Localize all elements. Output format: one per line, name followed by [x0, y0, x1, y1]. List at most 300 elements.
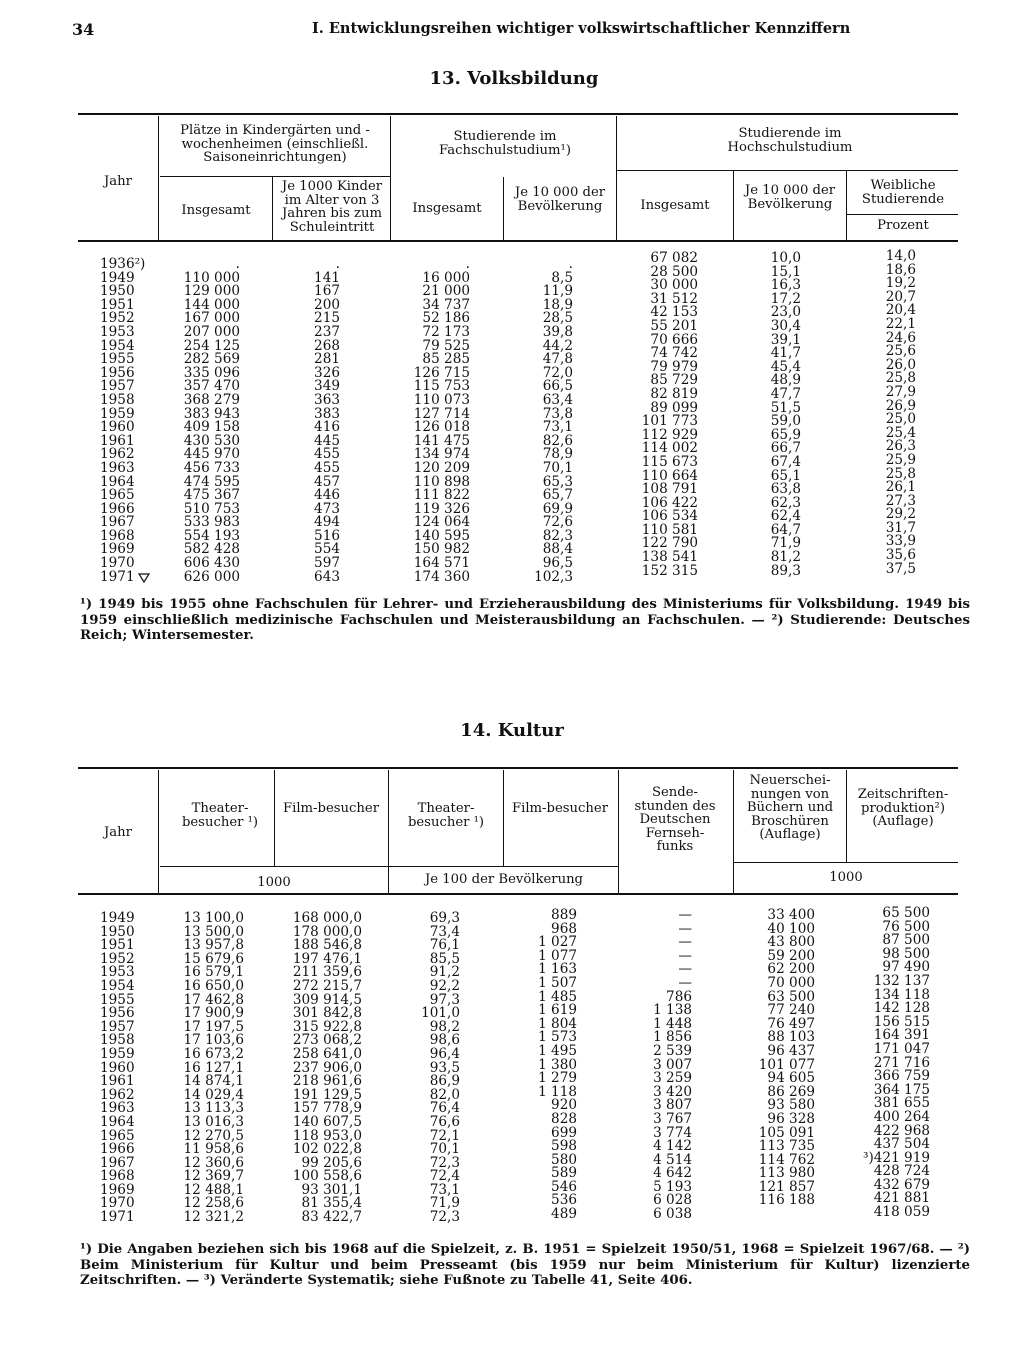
table-cell: 437 504 — [873, 1136, 930, 1153]
t14-unit-per100: Je 100 der Bevölkerung — [424, 872, 584, 887]
table-cell: 546 — [551, 1178, 577, 1195]
table-cell: 65 500 — [882, 905, 930, 921]
table-cell: 83 422,7 — [301, 1209, 362, 1226]
table-cell: 1956 — [100, 364, 135, 381]
table-cell: 215 — [314, 310, 340, 327]
table-cell: 87 500 — [882, 932, 930, 949]
table-cell: 1953 — [100, 323, 135, 340]
table-cell: 34 737 — [422, 296, 470, 313]
table-cell: 1 495 — [538, 1042, 577, 1059]
table-cell: 85,5 — [429, 950, 460, 967]
table-cell: 409 158 — [183, 419, 240, 436]
table-cell: 141 475 — [413, 432, 470, 449]
table-cell: 59,0 — [770, 413, 801, 430]
t13-header-kiga-per: Je 1000 Kinder im Alter von 3 Jahren bis zum Schuleintritt — [281, 179, 383, 235]
table-cell: 326 — [314, 364, 340, 381]
table-cell: 12 369,7 — [183, 1168, 244, 1185]
table-cell: 16 579,1 — [183, 964, 244, 981]
table-cell: 74 742 — [650, 345, 698, 362]
table-cell: 1 856 — [653, 1029, 692, 1046]
table-cell: 473 — [314, 500, 340, 517]
t13-col-fach-total — [392, 258, 470, 584]
table-cell: 5 193 — [653, 1178, 692, 1195]
t14-unit-1000b: 1000 — [829, 870, 863, 885]
table-cell: 67,4 — [770, 453, 801, 470]
t13-header-fach-per: Je 10 000 der Bevölkerung — [514, 185, 606, 214]
table-cell: 26,3 — [885, 438, 916, 455]
table-cell: 71,9 — [770, 535, 801, 552]
table-cell: 152 315 — [641, 562, 698, 579]
table-cell: 118 953,0 — [292, 1127, 362, 1144]
table-cell: 282 569 — [183, 351, 240, 368]
table-cell: 29,2 — [885, 506, 916, 523]
table-cell: 1955 — [100, 991, 135, 1008]
table-cell: 1958 — [100, 1032, 135, 1049]
table-cell: 51,5 — [770, 399, 801, 416]
table-cell: 19,2 — [885, 275, 916, 292]
table-cell: 1963 — [100, 459, 135, 476]
table-cell: 72,1 — [429, 1127, 460, 1144]
table-cell: 25,8 — [885, 370, 916, 387]
table-cell: 218 961,6 — [292, 1073, 362, 1090]
t14-col-sende — [620, 909, 692, 1222]
table-cell: 197 476,1 — [292, 950, 362, 967]
table-cell: 1955 — [100, 351, 135, 368]
table-cell: 16 127,1 — [183, 1059, 244, 1076]
table-cell: 368 279 — [183, 391, 240, 408]
table-cell: — — [678, 920, 692, 937]
table-cell: 30 000 — [650, 277, 698, 294]
table-cell: 31 512 — [650, 290, 698, 307]
t14-col-buch — [735, 909, 815, 1208]
table-cell: 1950 — [100, 923, 135, 940]
table-cell: 126 715 — [413, 364, 470, 381]
table-cell: — — [678, 974, 692, 991]
t13-col-hoch-total — [618, 252, 698, 578]
t13-col-weibl — [848, 250, 916, 576]
t13-col-fach-per — [505, 258, 573, 584]
table-cell: 446 — [314, 487, 340, 504]
table-cell: 73,1 — [429, 1181, 460, 1198]
table-cell: 141 — [314, 269, 340, 286]
table-cell: 78,9 — [542, 446, 573, 463]
t14-header-zeit: Zeitschriften-produktion²) (Auflage) — [857, 787, 949, 829]
table-cell: 116 188 — [758, 1192, 815, 1209]
table-cell: 597 — [314, 555, 340, 572]
table-cell: 40 100 — [767, 920, 815, 937]
table-cell: 121 857 — [758, 1178, 815, 1195]
table-cell: 101 077 — [758, 1056, 815, 1073]
table-cell: 63,8 — [770, 481, 801, 498]
table-cell: 13 957,8 — [183, 937, 244, 954]
table-cell: 96 437 — [767, 1042, 815, 1059]
table-cell: 140 595 — [413, 527, 470, 544]
table-cell: 1 138 — [653, 1002, 692, 1019]
table-cell: 1957 — [100, 378, 135, 395]
table-cell: 1968 — [100, 527, 135, 544]
table-cell: 536 — [551, 1192, 577, 1209]
table-cell: — — [678, 961, 692, 978]
table-cell: 12 360,6 — [183, 1154, 244, 1171]
table-cell: 643 — [314, 568, 340, 585]
table-cell: 273 068,2 — [292, 1032, 362, 1049]
table-cell: 357 470 — [183, 378, 240, 395]
table-cell: 89,3 — [770, 562, 801, 579]
t14-footnote: ¹) Die Angaben beziehen sich bis 1968 auf die Spielzeit, z. B. 1951 = Spielzeit 1950/51, 1968 = Spielzeit 1967/68. — ²) Beim Ministerium für Kultur und beim Presseamt (bis 1959 nur beim Ministerium für Kultur) lizenzierte Zeitschriften. — ³) Veränderte Systematik; siehe Fußnote zu Tabelle 41, Seite 406. — [80, 1242, 970, 1288]
table-cell: 207 000 — [183, 323, 240, 340]
t13-header-kiga: Plätze in Kindergärten und -wochenheimen (einschließl. Saisoneinrichtungen) — [180, 123, 370, 165]
table-cell: 134 974 — [413, 446, 470, 463]
table-cell: 1954 — [100, 977, 135, 994]
table-cell: . — [568, 256, 573, 272]
t14-header-theater: Theater-besucher ¹) — [181, 801, 259, 830]
table-cell: 76,6 — [429, 1113, 460, 1130]
table-cell: 73,8 — [542, 405, 573, 422]
t13-header-kiga-total: Insgesamt — [181, 203, 251, 218]
table-cell: 489 — [551, 1206, 577, 1223]
table-cell: 27,9 — [885, 383, 916, 400]
table-cell: 81 355,4 — [301, 1195, 362, 1212]
table-cell: 89 099 — [650, 399, 698, 416]
table-cell: 15 679,6 — [183, 950, 244, 967]
table-cell: 113 980 — [758, 1165, 815, 1182]
table-cell: 475 367 — [183, 487, 240, 504]
table-cell: 1 485 — [538, 988, 577, 1005]
table-cell: 22,1 — [885, 315, 916, 332]
t14-header-theater2: Theater-besucher ¹) — [407, 801, 485, 830]
table-cell: 35,6 — [885, 547, 916, 564]
table-cell: 1 163 — [538, 961, 577, 978]
table-cell: 86,9 — [429, 1073, 460, 1090]
t13-col-kiga-total — [160, 258, 240, 584]
table-cell: 422 968 — [873, 1122, 930, 1139]
table-cell: 110 000 — [183, 269, 240, 286]
table-cell: 62,3 — [770, 494, 801, 511]
table-cell: 42 153 — [650, 304, 698, 321]
table-cell: 14 874,1 — [183, 1073, 244, 1090]
table-cell: 1952 — [100, 950, 135, 967]
table-cell: 63 500 — [767, 988, 815, 1005]
t13-header-fach-total: Insgesamt — [412, 201, 482, 216]
table-cell: 127 714 — [413, 405, 470, 422]
table-cell: 140 607,5 — [292, 1113, 362, 1130]
table-cell: 1961 — [100, 1073, 135, 1090]
table-cell: 98 500 — [882, 945, 930, 962]
table-cell: 3 774 — [653, 1124, 692, 1141]
table-cell: 1953 — [100, 964, 135, 981]
table-cell: 281 — [314, 351, 340, 368]
table-cell: 55 201 — [650, 317, 698, 334]
table-cell: 1962 — [100, 446, 135, 463]
table-cell: 445 — [314, 432, 340, 449]
table-cell: 41,7 — [770, 345, 801, 362]
table-cell: 82,6 — [542, 432, 573, 449]
table-cell: 65,7 — [542, 487, 573, 504]
table-cell: 81,2 — [770, 549, 801, 566]
table-cell: 92,2 — [429, 977, 460, 994]
table-cell: 76 497 — [767, 1015, 815, 1032]
table-cell: 105 091 — [758, 1124, 815, 1141]
table-cell: 1963 — [100, 1100, 135, 1117]
table-cell: — — [678, 934, 692, 951]
table-cell: 72,3 — [429, 1209, 460, 1226]
table-cell: 1969 — [100, 541, 135, 558]
table-cell: 31,7 — [885, 519, 916, 536]
page-header — [72, 16, 972, 44]
table-cell: 1961 — [100, 432, 135, 449]
table-cell: 66,7 — [770, 440, 801, 457]
table-cell: 33,9 — [885, 533, 916, 550]
table-cell: 79 979 — [650, 358, 698, 375]
table-cell: 25,0 — [885, 411, 916, 428]
table-cell: 71,9 — [429, 1195, 460, 1212]
t14-header-buch: Neuerschei-nungen von Büchern und Broschüren (Auflage) — [746, 773, 834, 842]
table-cell: 94 605 — [767, 1070, 815, 1087]
t13-footnote: ¹) 1949 bis 1955 ohne Fachschulen für Lehrer- und Erzieherausbildung des Ministeriums für Volksbildung. 1949 bis 1959 einschließlich medizinische Fachschulen und Meisterausbildung an Fachschulen. — ²) Studierende: Deutsches Reich; Wintersemester. — [80, 597, 970, 643]
t14-col-zeit — [848, 907, 930, 1220]
table-cell: 418 059 — [873, 1204, 930, 1221]
t14-header-film: Film-besucher — [282, 801, 380, 816]
table-cell: 1959 — [100, 1045, 135, 1062]
table-cell: 17 900,9 — [183, 1005, 244, 1022]
table-cell: 13 100,0 — [183, 910, 244, 926]
table-cell: 1952 — [100, 310, 135, 327]
t13-col-hoch-per — [735, 252, 801, 578]
table-cell: 457 — [314, 473, 340, 490]
table-cell: 174 360 — [413, 568, 470, 585]
table-cell: 113 735 — [758, 1138, 815, 1155]
table-cell: 237 906,0 — [292, 1059, 362, 1076]
table-cell: 582 428 — [183, 541, 240, 558]
table-cell: 93 301,1 — [301, 1181, 362, 1198]
table-13-title: 13. Volksbildung — [429, 68, 599, 89]
table-cell: 129 000 — [183, 283, 240, 300]
table-cell: 25,4 — [885, 424, 916, 441]
table-cell: 62 200 — [767, 961, 815, 978]
table-cell: . — [235, 256, 240, 272]
table-cell: 455 — [314, 446, 340, 463]
table-cell: 1960 — [100, 1059, 135, 1076]
table-cell: 920 — [551, 1097, 577, 1114]
table-cell: 76,1 — [429, 937, 460, 954]
t14-unit-1000: 1000 — [257, 875, 291, 890]
table-cell: 98,6 — [429, 1032, 460, 1049]
table-cell: 167 — [314, 283, 340, 300]
table-cell: 73,4 — [429, 923, 460, 940]
table-cell: 17 462,8 — [183, 991, 244, 1008]
table-cell: 4 642 — [653, 1165, 692, 1182]
table-cell: 30,4 — [770, 317, 801, 334]
table-cell: 1966 — [100, 500, 135, 517]
table-cell: 25,6 — [885, 343, 916, 360]
table-cell: 1965 — [100, 487, 135, 504]
table-cell: 1 279 — [538, 1070, 577, 1087]
table-cell: 1951 — [100, 937, 135, 954]
table-cell: 17,2 — [770, 290, 801, 307]
table-cell: 1 077 — [538, 947, 577, 964]
table-cell: 134 118 — [873, 986, 930, 1003]
table-cell: 65,9 — [770, 426, 801, 443]
table-cell: 20,4 — [885, 302, 916, 319]
table-cell: 82,0 — [429, 1086, 460, 1103]
table-cell: 13 500,0 — [183, 923, 244, 940]
table-cell: 124 064 — [413, 514, 470, 531]
table-cell: 309 914,5 — [292, 991, 362, 1008]
table-cell: 115 673 — [641, 453, 698, 470]
table-cell: 1 448 — [653, 1015, 692, 1032]
table-cell: 18,9 — [542, 296, 573, 313]
table-cell: 110 898 — [413, 473, 470, 490]
table-cell: 86 269 — [767, 1083, 815, 1100]
table-cell: 1969 — [100, 1181, 135, 1198]
table-cell: 82 819 — [650, 385, 698, 402]
table-cell: 589 — [551, 1165, 577, 1182]
t14-col-year — [100, 912, 150, 1225]
table-cell: 85 729 — [650, 372, 698, 389]
table-cell: 516 — [314, 527, 340, 544]
table-cell: 400 264 — [873, 1108, 930, 1125]
table-cell: 23,0 — [770, 304, 801, 321]
table-cell: 6 038 — [653, 1206, 692, 1223]
table-cell: 421 881 — [873, 1190, 930, 1207]
table-cell: 27,3 — [885, 492, 916, 509]
table-cell: 120 209 — [413, 459, 470, 476]
table-cell: 108 791 — [641, 481, 698, 498]
table-cell: 6 028 — [653, 1192, 692, 1209]
table-cell: 96,4 — [429, 1045, 460, 1062]
table-cell: 73,1 — [542, 419, 573, 436]
table-cell: 18,6 — [885, 261, 916, 278]
table-cell: 150 982 — [413, 541, 470, 558]
table-cell: 111 822 — [413, 487, 470, 504]
table-cell: 70,1 — [429, 1141, 460, 1158]
table-cell: 349 — [314, 378, 340, 395]
table-cell: 110 073 — [413, 391, 470, 408]
table-cell: 3 259 — [653, 1070, 692, 1087]
table-cell: 144 000 — [183, 296, 240, 313]
table-cell: 1 619 — [538, 1002, 577, 1019]
t13-header-hoch-per: Je 10 000 der Bevölkerung — [744, 183, 836, 212]
table-cell: 889 — [551, 907, 577, 923]
table-cell: 3 420 — [653, 1083, 692, 1100]
table-cell: 554 — [314, 541, 340, 558]
table-cell: 20,7 — [885, 288, 916, 305]
table-cell: 25,9 — [885, 451, 916, 468]
table-cell: 1 380 — [538, 1056, 577, 1073]
table-cell: 48,9 — [770, 372, 801, 389]
t14-col-theater — [162, 912, 244, 1225]
table-cell: 1954 — [100, 337, 135, 354]
table-cell: 11,9 — [542, 283, 573, 300]
table-cell: 1951 — [100, 296, 135, 313]
table-cell: 2 539 — [653, 1042, 692, 1059]
table-cell: 97 490 — [882, 959, 930, 976]
table-cell: 88,4 — [542, 541, 573, 558]
table-cell: 363 — [314, 391, 340, 408]
table-cell: 12 270,5 — [183, 1127, 244, 1144]
table-cell: 383 — [314, 405, 340, 422]
table-cell: 72,6 — [542, 514, 573, 531]
table-cell: 25,8 — [885, 465, 916, 482]
t13-header-hoch-total: Insgesamt — [640, 198, 710, 213]
table-cell: 24,6 — [885, 329, 916, 346]
table-cell: 39,8 — [542, 323, 573, 340]
t13-header-prozent: Prozent — [877, 218, 929, 233]
t13-header-weibl: Weibliche Studierende — [861, 178, 945, 207]
table-cell: 254 125 — [183, 337, 240, 354]
table-cell: 85 285 — [422, 351, 470, 368]
table-cell: 65,3 — [542, 473, 573, 490]
table-cell: 366 759 — [873, 1068, 930, 1085]
table-cell: 1962 — [100, 1086, 135, 1103]
table-cell: 533 983 — [183, 514, 240, 531]
table-cell: 16,3 — [770, 277, 801, 294]
table-cell: 164 571 — [413, 555, 470, 572]
table-cell: 138 541 — [641, 549, 698, 566]
table-cell: 98,2 — [429, 1018, 460, 1035]
table-cell: 1968 — [100, 1168, 135, 1185]
table-cell: 15,1 — [770, 263, 801, 280]
table-cell: 456 733 — [183, 459, 240, 476]
table-cell: 315 922,8 — [292, 1018, 362, 1035]
table-cell: 12 258,6 — [183, 1195, 244, 1212]
table-cell: 28,5 — [542, 310, 573, 327]
t14-header-film2: Film-besucher — [511, 801, 609, 816]
table-cell: 11 958,6 — [183, 1141, 244, 1158]
table-cell: 4 514 — [653, 1151, 692, 1168]
table-cell: 1970 — [100, 1195, 135, 1212]
table-cell: 26,1 — [885, 479, 916, 496]
table-cell: 157 778,9 — [292, 1100, 362, 1117]
table-cell: 69,3 — [429, 910, 460, 926]
table-cell: 110 581 — [641, 521, 698, 538]
table-cell: 106 534 — [641, 508, 698, 525]
table-cell: 1957 — [100, 1018, 135, 1035]
table-cell: 44,2 — [542, 337, 573, 354]
table-cell: 112 929 — [641, 426, 698, 443]
table-cell: 33 400 — [767, 907, 815, 923]
table-cell: 70 000 — [767, 974, 815, 991]
table-cell: 968 — [551, 920, 577, 937]
table-cell: 14,0 — [885, 248, 916, 264]
table-cell: 335 096 — [183, 364, 240, 381]
table-cell: 432 679 — [873, 1176, 930, 1193]
table-cell: 115 753 — [413, 378, 470, 395]
table-cell: 168 000,0 — [292, 910, 362, 926]
table-cell: 119 326 — [413, 500, 470, 517]
table-cell: 93,5 — [429, 1059, 460, 1076]
t13-col-kiga-per — [274, 258, 340, 584]
table-cell: 1 027 — [538, 934, 577, 951]
table-cell: 79 525 — [422, 337, 470, 354]
table-cell: 1966 — [100, 1141, 135, 1158]
table-cell: 1949 — [100, 269, 135, 286]
table-cell: 102,3 — [534, 568, 573, 585]
table-cell: 3 007 — [653, 1056, 692, 1073]
table-cell: 828 — [551, 1110, 577, 1127]
table-cell: 16 673,2 — [183, 1045, 244, 1062]
table-cell: 191 129,5 — [292, 1086, 362, 1103]
table-cell: 102 022,8 — [292, 1141, 362, 1158]
table-cell: 43 800 — [767, 934, 815, 951]
table-cell: 17 103,6 — [183, 1032, 244, 1049]
table-cell: — — [678, 907, 692, 923]
table-cell: 1964 — [100, 1113, 135, 1130]
table-cell: 76,4 — [429, 1100, 460, 1117]
table-cell: 1 573 — [538, 1029, 577, 1046]
table-cell: 381 655 — [873, 1095, 930, 1112]
table-cell: 47,7 — [770, 385, 801, 402]
